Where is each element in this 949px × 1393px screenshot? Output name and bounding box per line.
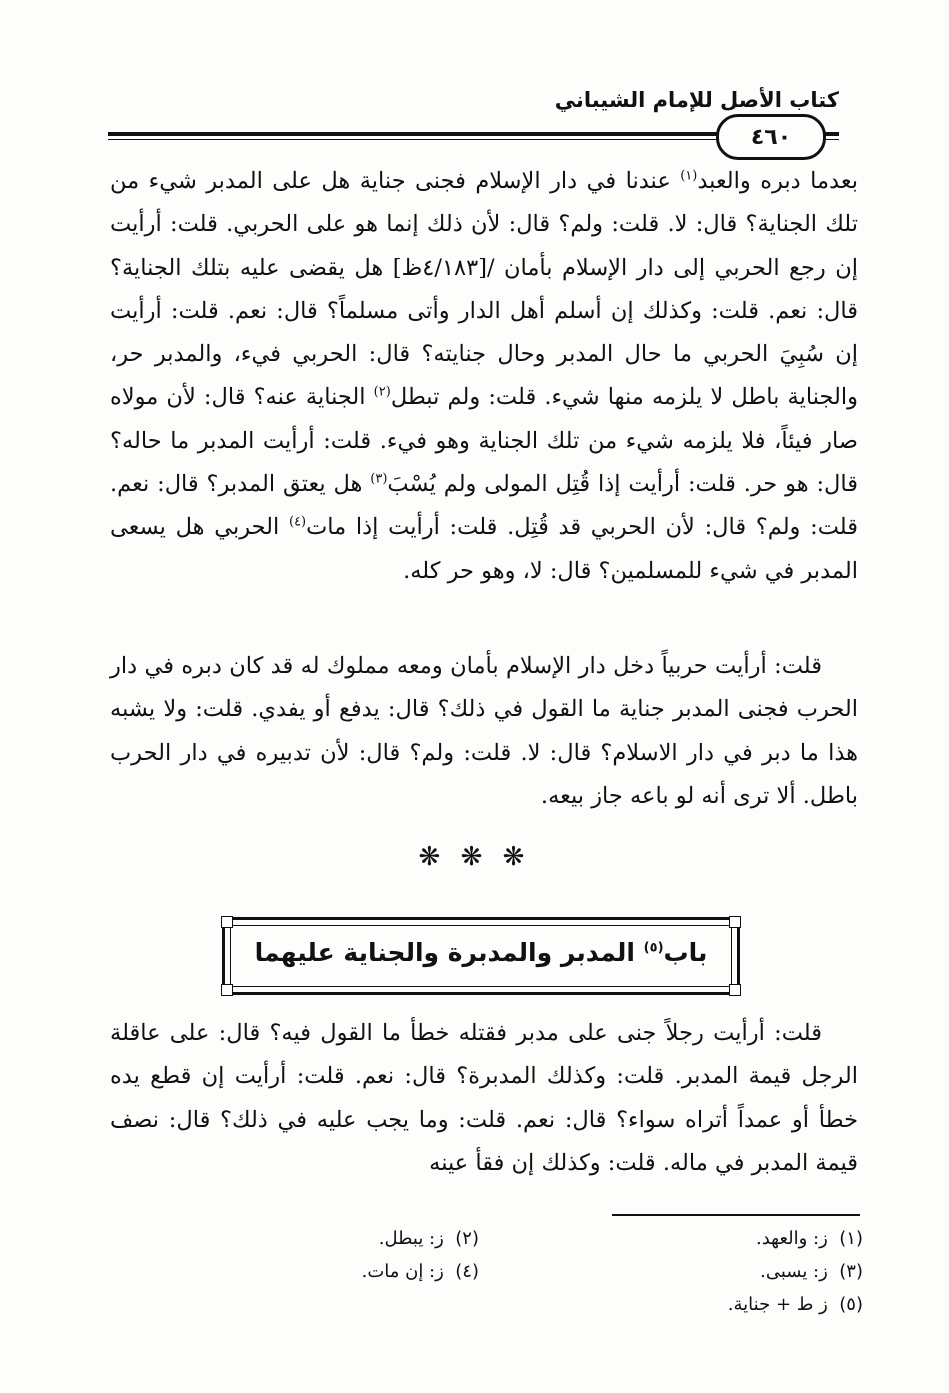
paragraph-1 [110,160,858,593]
footnote-ref-4: (٤) [288,514,307,530]
frame-corner [729,916,741,928]
chapter-title-word: باب [663,938,708,967]
paragraph-2-text: قلت: أرأيت حربياً دخل دار الإسلام بأمان ومعه مملوك له قد كان دبره في دار الحرب فجنى المدبر جناية ما القول في ذلك؟ قال: يدفع أو يفدي. قلت: ولا يشبه هذا ما دبر في دار الاسلام؟ قال: لا. قلت: ولم؟ قال: لأن تدبيره في دار الحرب باطل. ألا ترى أنه لو باعه جاز بيعه. [110,653,858,809]
text-run: الحربي هل يسعى المدبر في شيء للمسلمين؟ قال: لا، وهو حر كله. [110,514,858,584]
footnote-ref-5: (٥) [643,940,664,956]
frame-corner [221,984,233,996]
footnote-number: (٢) [455,1228,479,1249]
text-run: هل يعتق المدبر؟ قال: نعم. قلت: ولم؟ قال: لأن الحربي قد قُتِل. قلت: أرأيت إذا مات [110,471,858,541]
chapter-title [225,938,737,967]
paragraph-3-text: قلت: أرأيت رجلاً جنى على مدبر فقتله خطأ ما القول فيه؟ قال: على عاقلة الرجل قيمة المدبر. قلت: وكذلك المدبرة؟ قال: نعم. قلت: أرأيت إن قطع يده خطأ أو عمداً أتراه سواء؟ قال: نعم. قلت: وما يجب عليه في ذلك؟ قال: نصف قيمة المدبر في ماله. قلت: وكذلك إن فقأ عينه [110,1020,858,1176]
page-number: ٤٦٠ [716,114,826,160]
footnote-2 [379,1228,479,1249]
footnote-ref-1: (١) [680,168,698,184]
footnote-number: (٣) [839,1261,863,1282]
text-run: بعدما دبره والعبد [697,168,858,194]
paragraph-2 [110,645,858,818]
footnote-number: (٤) [455,1261,479,1282]
footnote-1 [756,1228,863,1249]
text-run: عندنا في دار الإسلام فجنى جناية هل على المدبر شيء من تلك الجناية؟ قال: لا. قلت: ولم؟ قال: لأن ذلك إنما هو على الحربي. قلت: أرأيت إن رجع الحربي إلى دار الإسلام بأمان /[٤/١٨٣ظ] هل يقضى عليه بتلك الجناية؟ قال: نعم. قلت: وكذلك إن أسلم أهل الدار وأتى مسلماً؟ قال: نعم. قلت: أرأيت إن سُبِيَ الحربي ما حال المدبر وحال جنايته؟ قال: الحربي فيء، والمدبر حر، والجناية باطل لا يلزمه منها شيء. قلت: ولم تبطل [110,168,858,411]
footnote-3 [760,1261,863,1282]
footnote-text: ز: يسبى. [760,1261,828,1282]
footnote-rule [612,1214,860,1216]
footnote-text: ز: يبطل. [378,1228,444,1249]
footnote-number: (١) [839,1228,863,1249]
footnote-5 [728,1294,863,1315]
paragraph-3 [110,1012,858,1185]
footnote-text: ز: إن مات. [361,1261,444,1282]
section-separator: ❋ ❋ ❋ [418,842,531,872]
chapter-heading-frame [222,917,740,995]
frame-corner [221,916,233,928]
footnote-4 [362,1261,479,1282]
footnote-ref-2: (٢) [373,384,391,400]
footnote-ref-3: (٣) [370,471,388,487]
footnote-text: ز ط + جناية. [727,1294,828,1315]
footnote-number: (٥) [839,1294,863,1315]
running-title: كتاب الأصل للإمام الشيباني [554,88,839,112]
text-run: الجناية عنه؟ قال: لأن مولاه صار فيئاً، فلا يلزمه شيء من تلك الجناية وهو فيء. قلت: أرأيت المدبر ما حاله؟ قال: هو حر. قلت: أرأيت إذا قُتِل المولى ولم يُسْبَ [110,384,858,498]
footnote-text: ز: والعهد. [756,1228,828,1249]
frame-corner [729,984,741,996]
chapter-title-rest: المدبر والمدبرة والجناية عليهما [254,938,644,967]
